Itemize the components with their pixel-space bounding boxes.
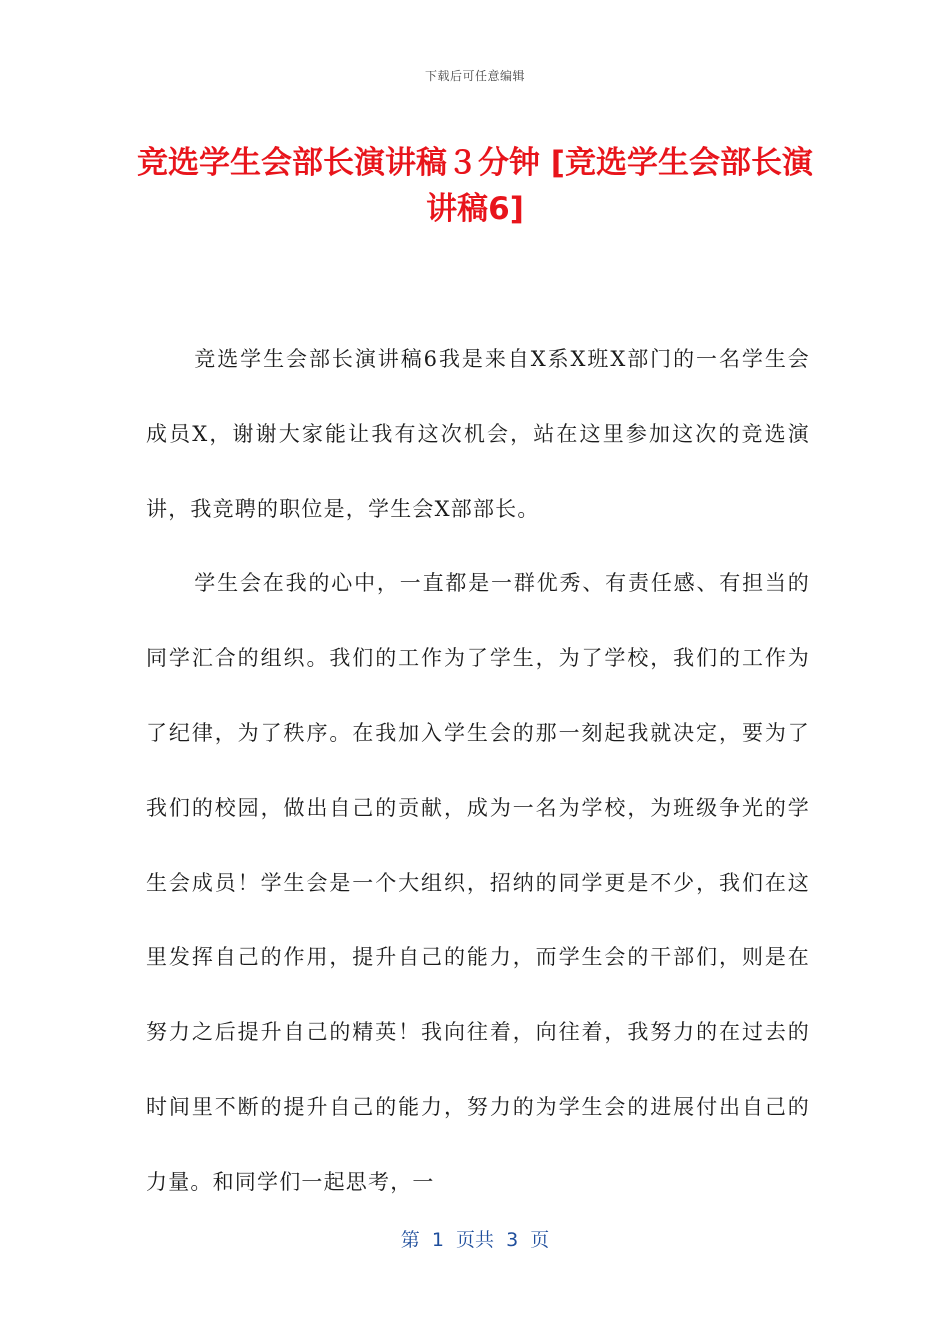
- header-note: 下载后可任意编辑: [424, 69, 525, 83]
- document-title: 竞选学生会部长演讲稿３分钟 [竞选学生会部长演讲稿6]: [137, 145, 813, 227]
- page-number-footer: 第 1 页共 3 页: [400, 1229, 550, 1251]
- document-body: [146, 322, 810, 1220]
- paragraph: 竞选学生会部长演讲稿6我是来自X系X班X部门的一名学生会成员X，谢谢大家能让我有这次机会，站在这里参加这次的竞选演讲，我竞聘的职位是，学生会X部部长。: [146, 347, 810, 521]
- paragraph: 学生会在我的心中，一直都是一群优秀、有责任感、有担当的同学汇合的组织。我们的工作为了学生，为了学校，我们的工作为了纪律，为了秩序。在我加入学生会的那一刻起我就决定，要为了我们的校园，做出自己的贡献，成为一名为学校，为班级争光的学生会成员！学生会是一个大组织，招纳的同学更是不少，我们在这里发挥自己的作用，提升自己的能力，而学生会的干部们，则是在努力之后提升自己的精英！我向往着，向往着，我努力的在过去的时间里不断的提升自己的能力，努力的为学生会的进展付出自己的力量。和同学们一起思考，一: [146, 571, 810, 1194]
